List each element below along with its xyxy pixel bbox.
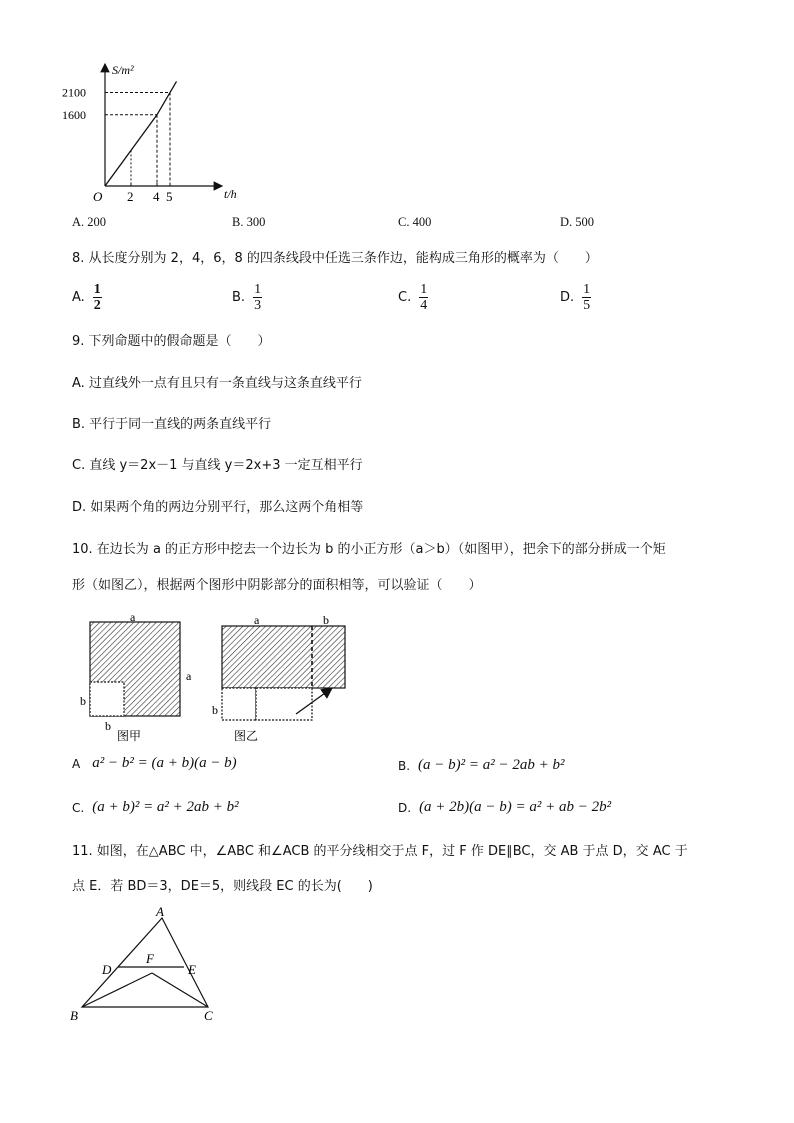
x-tick-label-2: 2 <box>127 189 134 204</box>
q10-stem-line1: 10. 在边长为 a 的正方形中挖去一个边长为 b 的小正方形（a＞b）（如图甲），把余下的部分拼成一个矩 <box>72 542 666 557</box>
option-letter: D. <box>560 290 575 305</box>
q10-option-d[interactable] <box>398 799 611 816</box>
q8-option-b[interactable] <box>232 282 262 313</box>
q11-stem-line1: 11. 如图，在△ABC 中，∠ABC 和∠ACB 的平分线相交于点 F，过 F 作 DE∥BC，交 AB 于点 D，交 AC 于 <box>72 844 688 859</box>
point-b-label: B <box>70 1008 78 1023</box>
origin-label: O <box>93 189 103 204</box>
q10-option-c[interactable] <box>72 799 239 816</box>
q11-stem-line2: 点 E．若 BD＝3，DE＝5，则线段 EC 的长为( ) <box>72 879 373 894</box>
q7-option-c[interactable]: C. 400 <box>398 215 432 229</box>
y-tick-label-2100: 2100 <box>62 85 86 100</box>
option-letter: D. <box>398 800 412 815</box>
option-formula: (a + 2b)(a − b) = a² + ab − 2b² <box>419 799 612 815</box>
y-tick-label-1600: 1600 <box>62 107 86 122</box>
point-d-label: D <box>102 962 112 977</box>
bisector-bf <box>82 973 152 1007</box>
q9-option-b[interactable]: B. 平行于同一直线的两条直线平行 <box>72 417 272 432</box>
figure-yi <box>212 613 345 743</box>
q11-triangle-figure <box>66 900 226 1025</box>
q10-option-b[interactable] <box>398 757 565 774</box>
q7-chart <box>60 58 250 208</box>
q8-stem: 8. 从长度分别为 2，4，6，8 的四条线段中任选三条作边，能构成三角形的概率为（ ） <box>72 251 598 266</box>
point-a-label: A <box>156 904 164 919</box>
option-letter: B. <box>398 758 411 773</box>
option-letter: B. <box>232 290 246 305</box>
q9-option-d[interactable]: D. 如果两个角的两边分别平行，那么这两个角相等 <box>72 500 364 515</box>
q7-option-a[interactable]: A. 200 <box>72 215 107 229</box>
q9-option-c[interactable]: C. 直线 y＝2x－1 与直线 y＝2x+3 一定互相平行 <box>72 458 363 473</box>
caption-jia: 图甲 <box>117 729 142 743</box>
q9-stem: 9. 下列命题中的假命题是（ ） <box>72 334 271 349</box>
q8-option-c[interactable] <box>398 282 428 313</box>
option-letter: A. <box>72 290 85 305</box>
option-formula: (a + b)² = a² + 2ab + b² <box>92 799 239 815</box>
series-line <box>105 81 177 186</box>
label-b-left: b <box>80 694 86 708</box>
q8-option-d[interactable] <box>560 282 591 313</box>
option-letter: A <box>72 756 81 771</box>
label-b-top: b <box>323 613 329 627</box>
fraction: $\frac{1}{3}$ <box>254 282 262 313</box>
fraction: $\frac{1}{4}$ <box>420 282 428 313</box>
point-c-label: C <box>204 1008 213 1023</box>
option-formula: a² − b² = (a + b)(a − b) <box>92 755 237 771</box>
q10-stem-line2: 形（如图乙），根据两个图形中阴影部分的面积相等，可以验证（ ） <box>72 578 482 593</box>
caption-yi: 图乙 <box>234 729 259 743</box>
y-axis-label: S/m² <box>112 63 134 77</box>
q10-figures <box>72 610 362 745</box>
label-a: a <box>254 613 260 627</box>
figure-jia <box>80 610 192 743</box>
x-tick-label-4: 4 <box>153 189 160 204</box>
x-tick-label-5: 5 <box>166 189 173 204</box>
label-b-left: b <box>212 703 218 717</box>
option-formula: (a − b)² = a² − 2ab + b² <box>418 757 565 773</box>
point-f-label: F <box>146 951 154 966</box>
option-letter: C. <box>398 290 412 305</box>
q8-option-a[interactable] <box>72 282 102 313</box>
label-a-right: a <box>186 669 192 683</box>
fraction: $\frac{1}{2}$ <box>93 282 101 313</box>
q7-option-b[interactable]: B. 300 <box>232 215 266 229</box>
q10-option-a[interactable] <box>72 755 237 772</box>
label-a-top: a <box>130 610 136 624</box>
option-letter: C. <box>72 800 85 815</box>
q7-option-d[interactable]: D. 500 <box>560 215 595 229</box>
label-b-bottom: b <box>105 719 111 733</box>
q9-option-a[interactable]: A. 过直线外一点有且只有一条直线与这条直线平行 <box>72 376 362 391</box>
fraction: $\frac{1}{5}$ <box>583 282 591 313</box>
x-axis-label: t/h <box>224 187 237 201</box>
point-e-label: E <box>188 962 196 977</box>
